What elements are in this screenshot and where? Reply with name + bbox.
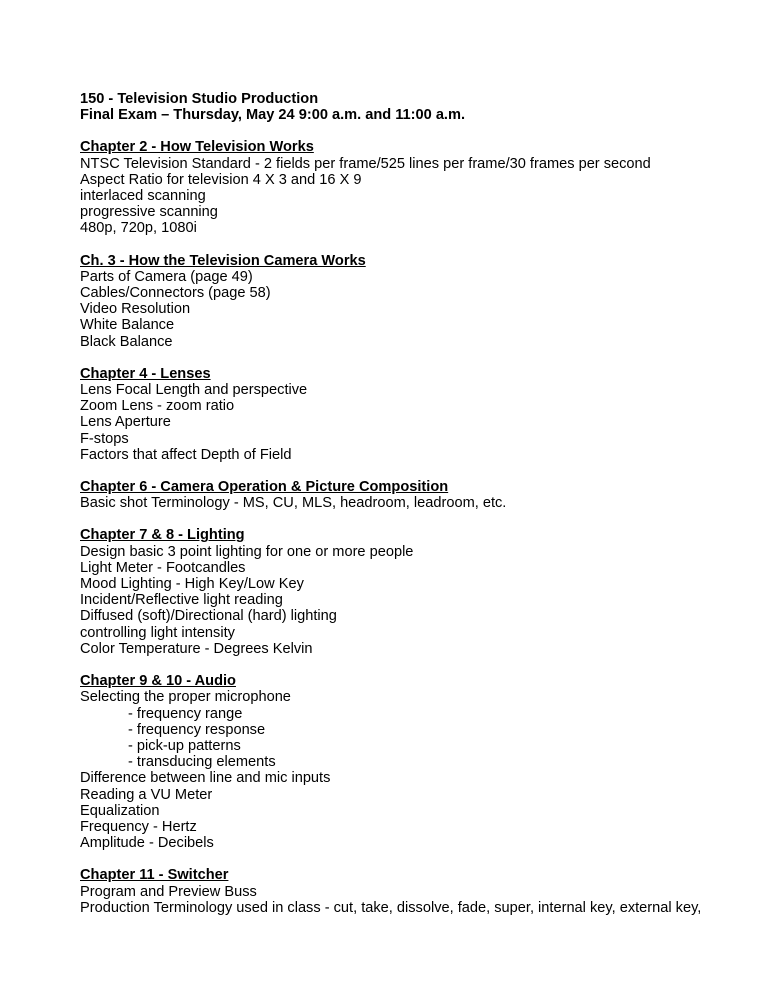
- course-title: 150 - Television Studio Production: [80, 91, 319, 107]
- topic-item: controlling light intensity: [80, 624, 235, 641]
- exam-study-guide: [80, 91, 750, 916]
- chapter-section: [80, 139, 750, 236]
- topic-item: Aspect Ratio for television 4 X 3 and 16 X 9: [80, 171, 362, 188]
- topic-subitem: - frequency response: [128, 721, 266, 738]
- topic-item: Production Terminology used in class - cut, take, dissolve, fade, super, internal key, external key,: [80, 899, 702, 916]
- topic-item: Zoom Lens - zoom ratio: [80, 398, 235, 415]
- topic-item: Selecting the proper microphone: [80, 689, 291, 706]
- topic-item: Lens Aperture: [80, 414, 171, 431]
- topic-subitem: - transducing elements: [128, 754, 276, 771]
- topic-item: 480p, 720p, 1080i: [80, 220, 197, 237]
- chapter-heading: Chapter 2 - How Television Works: [80, 139, 314, 156]
- chapter-section: [80, 867, 750, 916]
- topic-item: Design basic 3 point lighting for one or more people: [80, 543, 414, 560]
- topic-item: Light Meter - Footcandles: [80, 559, 246, 576]
- chapter-heading: Chapter 9 & 10 - Audio: [80, 673, 236, 690]
- topic-item: Basic shot Terminology - MS, CU, MLS, headroom, leadroom, etc.: [80, 495, 507, 512]
- chapter-heading: Chapter 6 - Camera Operation & Picture Composition: [80, 479, 449, 496]
- topic-item: White Balance: [80, 317, 175, 334]
- topic-subitem: - frequency range: [128, 705, 243, 722]
- chapter-section: [80, 366, 750, 463]
- topic-item: Factors that affect Depth of Field: [80, 446, 292, 463]
- topic-item: F-stops: [80, 430, 129, 447]
- chapter-section: [80, 253, 750, 350]
- chapter-section: [80, 479, 750, 511]
- topic-item: Difference between line and mic inputs: [80, 770, 331, 787]
- topic-item: Amplitude - Decibels: [80, 835, 214, 852]
- topic-item: Mood Lighting - High Key/Low Key: [80, 576, 304, 593]
- chapter-heading: Ch. 3 - How the Television Camera Works: [80, 252, 366, 269]
- topic-item: Incident/Reflective light reading: [80, 592, 283, 609]
- topic-item: Parts of Camera (page 49): [80, 268, 253, 285]
- topic-item: Video Resolution: [80, 301, 191, 318]
- topic-item: Color Temperature - Degrees Kelvin: [80, 640, 313, 657]
- topic-item: NTSC Television Standard - 2 fields per frame/525 lines per frame/30 frames per second: [80, 155, 651, 172]
- chapter-heading: Chapter 4 - Lenses: [80, 365, 211, 382]
- chapter-heading: Chapter 11 - Switcher: [80, 867, 229, 884]
- topic-item: Equalization: [80, 802, 160, 819]
- topic-item: Diffused (soft)/Directional (hard) lighting: [80, 608, 337, 625]
- topic-item: interlaced scanning: [80, 188, 206, 205]
- topic-item: Frequency - Hertz: [80, 818, 197, 835]
- chapter-section: [80, 527, 750, 657]
- chapter-section: [80, 673, 750, 851]
- topic-item: Black Balance: [80, 333, 173, 350]
- topic-item: Cables/Connectors (page 58): [80, 285, 271, 302]
- topic-item: Reading a VU Meter: [80, 786, 213, 803]
- exam-schedule: Final Exam – Thursday, May 24 9:00 a.m. and 11:00 a.m.: [80, 107, 466, 124]
- chapter-sections: [80, 139, 750, 916]
- topic-item: progressive scanning: [80, 204, 218, 221]
- chapter-heading: Chapter 7 & 8 - Lighting: [80, 527, 245, 544]
- topic-item: Lens Focal Length and perspective: [80, 382, 308, 399]
- topic-subitem: - pick-up patterns: [128, 737, 241, 754]
- topic-item: Program and Preview Buss: [80, 883, 257, 900]
